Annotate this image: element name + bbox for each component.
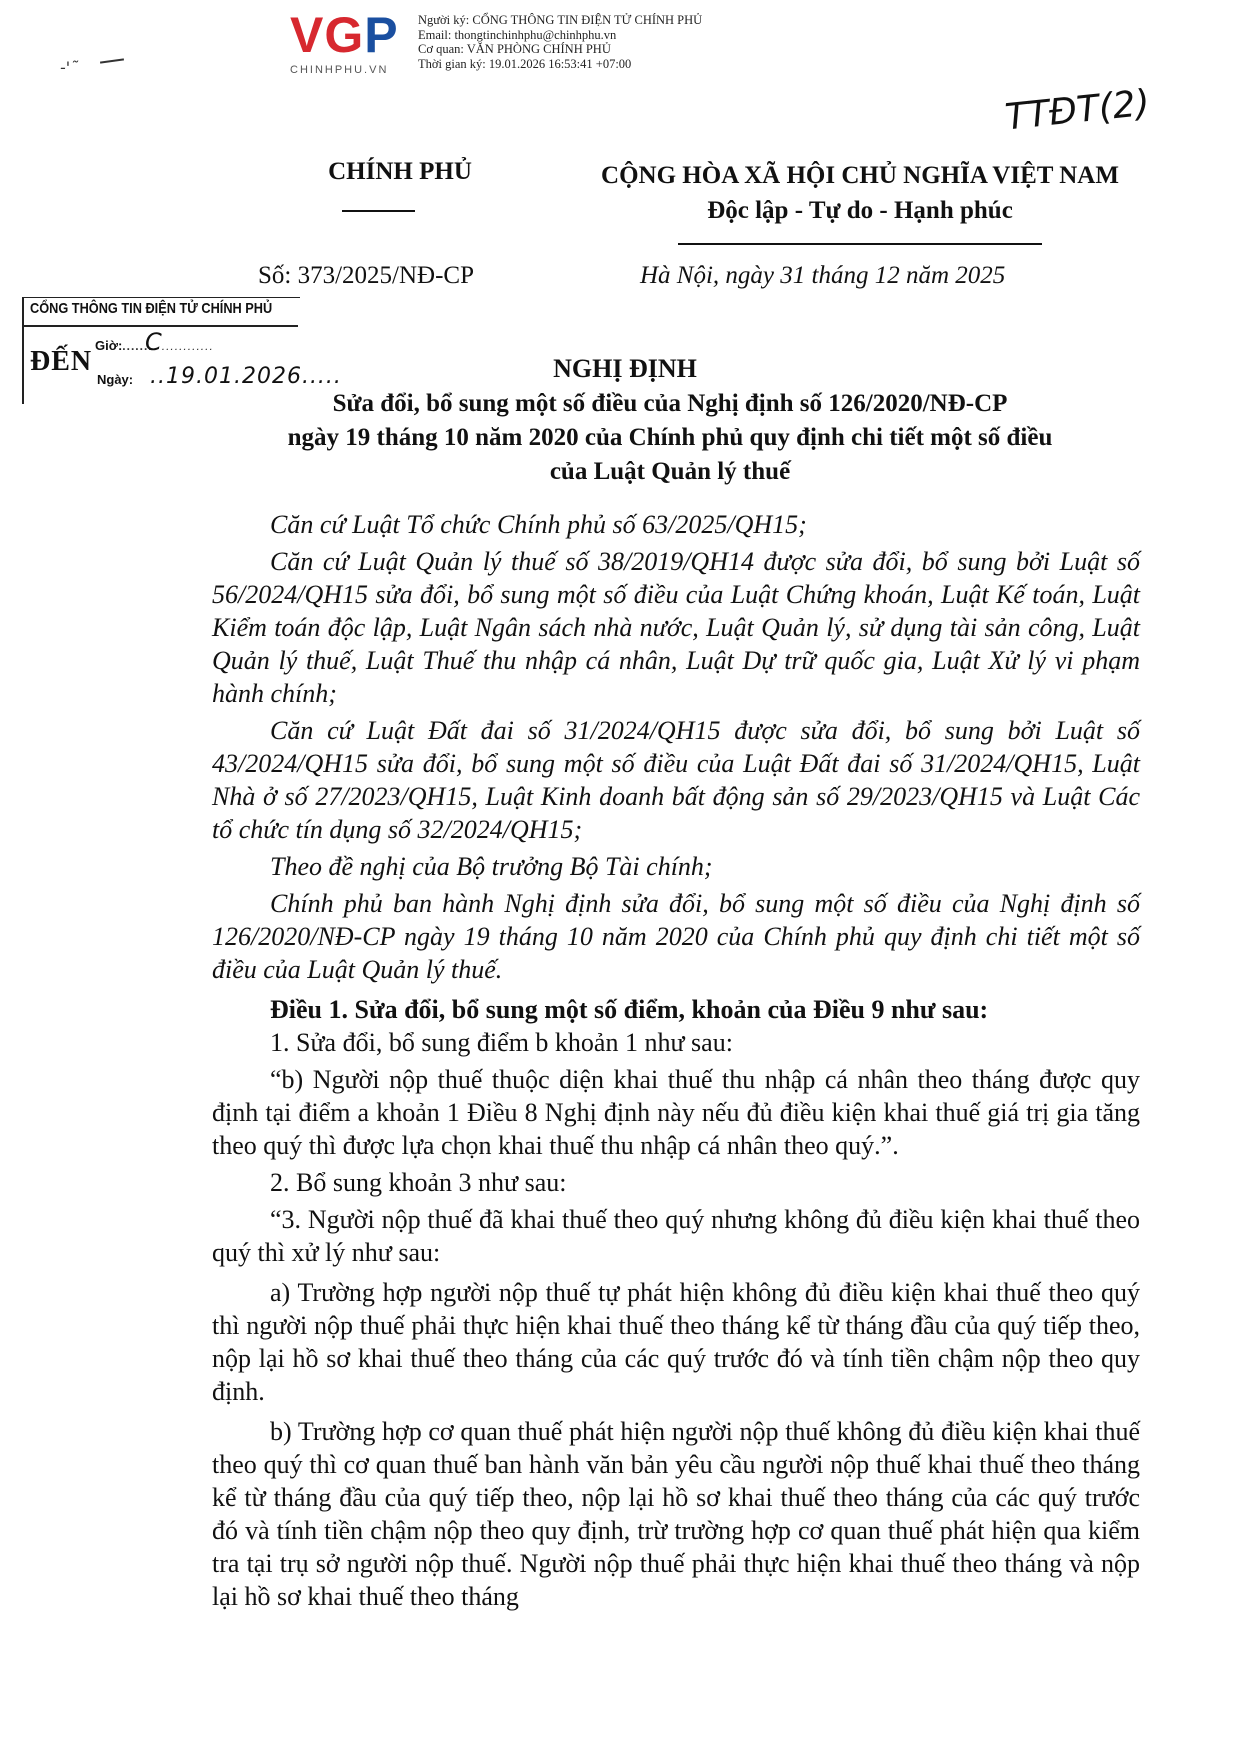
article-clause: b) Trường hợp cơ quan thuế phát hiện người nộp thuế không đủ điều kiện khai thuế theo quý thì cơ quan thuế ban hành văn bản yêu cầu người nộp thuế khai thuế theo tháng kể từ tháng đầu của quý tiếp theo, nộp lại hồ sơ khai thuế theo tháng của các quý trước đó và tính tiền chậm nộp theo quy định, trừ trường hợp cơ quan thuế phát hiện qua kiểm tra tại trụ sở người nộp thuế. Người nộp thuế phải thực hiện khai thuế theo tháng và nộp lại hồ sơ khai thuế theo tháng	[212, 1417, 1140, 1611]
article-clause: “b) Người nộp thuế thuộc diện khai thuế thu nhập cá nhân theo tháng được quy định tại điểm a khoản 1 Điều 8 Nghị định này nếu đủ điều kiện khai thuế giá trị gia tăng theo quý thì được lựa chọn khai thuế thu nhập cá nhân theo quý.”.	[212, 1065, 1140, 1160]
signer-name: Người ký: CỔNG THÔNG TIN ĐIỆN TỬ CHÍNH PHỦ	[418, 13, 703, 27]
document-subtitle	[200, 387, 1140, 489]
stamp-time-label	[95, 338, 153, 353]
national-motto	[565, 158, 1155, 228]
stamp-time-dots: .......	[122, 339, 153, 353]
article-clause: a) Trường hợp người nộp thuế tự phát hiện không đủ điều kiện khai thuế theo quý thì người nộp thuế phải thực hiện khai thuế theo tháng kể từ tháng đầu của quý tiếp theo, nộp lại hồ sơ khai thuế theo tháng của các quý trước đó và tính tiền chậm nộp theo quy định.	[212, 1278, 1140, 1406]
article-clause: 1. Sửa đổi, bổ sung điểm b khoản 1 như sau:	[270, 1028, 733, 1057]
issuer-underline	[342, 210, 415, 212]
article-clause: 2. Bổ sung khoản 3 như sau:	[270, 1168, 567, 1197]
stamp-time-value	[145, 328, 214, 356]
signing-time: Thời gian ký: 19.01.2026 16:53:41 +07:00	[418, 56, 632, 71]
document-number: Số: 373/2025/NĐ-CP	[258, 262, 475, 289]
stamp-divider	[22, 325, 298, 327]
stamp-date-value: ..19.01.2026.....	[150, 364, 342, 389]
margin-dash	[100, 58, 124, 63]
subtitle-line-1: Sửa đổi, bổ sung một số điều của Nghị định số 126/2020/NĐ-CP	[332, 390, 1008, 417]
document-title: NGHỊ ĐỊNH	[553, 354, 697, 383]
preamble-paragraph: Căn cứ Luật Quản lý thuế số 38/2019/QH14 được sửa đổi, bổ sung bởi Luật số 56/2024/QH15 sửa đổi, bổ sung một số điều của Luật Chứng khoán, Luật Kế toán, Luật Kiểm toán độc lập, Luật Ngân sách nhà nước, Luật Quản lý, sử dụng tài sản công, Luật Quản lý thuế, Luật Thuế thu nhập cá nhân, Luật Dự trữ quốc gia, Luật Xử lý vi phạm hành chính;	[212, 547, 1140, 708]
subtitle-line-3: của Luật Quản lý thuế	[549, 458, 791, 485]
margin-scribble: -'˜	[60, 58, 79, 77]
stamp-organization: CỔNG THÔNG TIN ĐIỆN TỬ CHÍNH PHỦ	[30, 300, 273, 317]
country-name: CỘNG HÒA XÃ HỘI CHỦ NGHĨA VIỆT NAM	[601, 162, 1119, 189]
handwritten-note: TTĐT(2)	[1003, 82, 1152, 139]
digital-signature-info	[418, 13, 702, 71]
vgp-logo	[290, 7, 420, 80]
subtitle-line-2: ngày 19 tháng 10 năm 2020 của Chính phủ quy định chi tiết một số điều	[287, 424, 1053, 451]
vgp-letter-g: G	[324, 7, 365, 63]
document-body	[212, 508, 1140, 1613]
vgp-letter-p: P	[364, 7, 399, 63]
signer-agency: Cơ quan: VĂN PHÒNG CHÍNH PHỦ	[418, 42, 611, 57]
preamble-paragraph: Chính phủ ban hành Nghị định sửa đổi, bổ sung một số điều của Nghị định số 126/2020/NĐ-CP ngày 19 tháng 10 năm 2020 của Chính phủ quy định chi tiết một số điều của Luật Quản lý thuế.	[212, 889, 1140, 984]
stamp-received-label: ĐẾN	[30, 346, 93, 377]
issuer-name: CHÍNH PHỦ	[328, 158, 472, 185]
preamble-paragraph: Theo đề nghị của Bộ trưởng Bộ Tài chính;	[270, 852, 713, 881]
preamble-paragraph: Căn cứ Luật Tổ chức Chính phủ số 63/2025/QH15;	[270, 510, 807, 539]
stamp-time-dots-after: ............	[161, 339, 214, 353]
vgp-letters	[290, 7, 420, 63]
vgp-letter-v: V	[290, 7, 325, 63]
motto: Độc lập - Tự do - Hạnh phúc	[707, 197, 1013, 224]
stamp-time-label-text: Giờ:	[95, 338, 123, 353]
signer-email: Email: thongtinchinhphu@chinhphu.vn	[418, 27, 617, 42]
preamble-paragraph: Căn cứ Luật Đất đai số 31/2024/QH15 được sửa đổi, bổ sung bởi Luật số 43/2024/QH15 sửa đổi, bổ sung một số điều của Luật Đất đai số 31/2024/QH15, Luật Nhà ở số 27/2023/QH15, Luật Kinh doanh bất động sản số 29/2023/QH15 và Luật Các tổ chức tín dụng số 32/2024/QH15;	[212, 716, 1140, 844]
article-heading: Điều 1. Sửa đổi, bổ sung một số điểm, khoản của Điều 9 như sau:	[270, 995, 989, 1024]
motto-underline	[678, 243, 1042, 245]
stamp-time-value-text: C	[145, 328, 162, 356]
article-clause: “3. Người nộp thuế đã khai thuế theo quý nhưng không đủ điều kiện khai thuế theo quý thì xử lý như sau:	[212, 1205, 1140, 1267]
document-date: Hà Nội, ngày 31 tháng 12 năm 2025	[640, 262, 1006, 289]
vgp-domain: CHINHPHU.VN	[290, 64, 389, 76]
stamp-date-label: Ngày:	[97, 372, 134, 387]
